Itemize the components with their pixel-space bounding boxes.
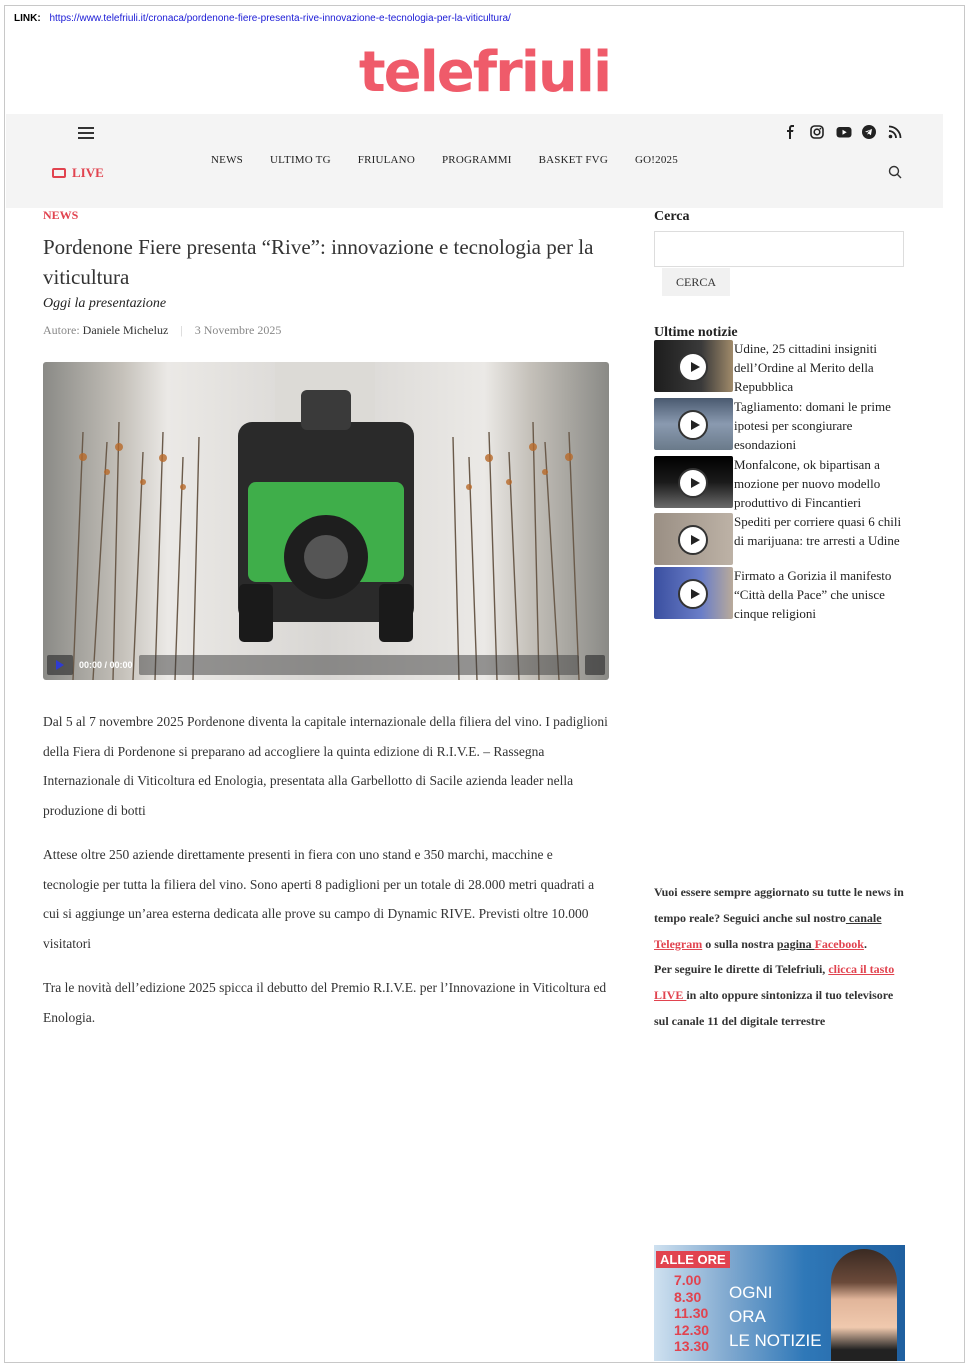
social-links	[784, 125, 902, 139]
telegram-icon[interactable]	[862, 125, 876, 139]
news-thumbnail[interactable]	[654, 567, 733, 619]
ad-text	[729, 1281, 822, 1353]
publish-date: 3 Novembre 2025	[194, 323, 282, 337]
ad-time: 13.30	[674, 1338, 710, 1354]
main-menu	[211, 154, 705, 166]
menu-item-ultimo-tg[interactable]: ULTIMO TG	[269, 154, 331, 166]
video-player[interactable]	[43, 362, 609, 680]
search-button[interactable]: CERCA	[662, 268, 730, 296]
latest-news-heading: Ultime notizie	[654, 325, 738, 340]
news-thumbnail[interactable]	[654, 513, 733, 565]
menu-item-programmi[interactable]: PROGRAMMI	[441, 154, 512, 166]
live-button[interactable]	[52, 165, 104, 181]
ad-presenter-image	[831, 1249, 897, 1361]
link-bar	[14, 13, 511, 24]
article-category[interactable]: NEWS	[43, 208, 79, 222]
youtube-icon[interactable]	[836, 125, 850, 139]
menu-item-basket-fvg[interactable]: BASKET FVG	[538, 154, 608, 166]
ad-badge: ALLE ORE	[656, 1251, 730, 1268]
ad-line: ORA	[729, 1307, 766, 1326]
play-icon	[678, 352, 708, 382]
facebook-link-prefix[interactable]: pagina	[776, 936, 815, 951]
ad-time: 8.30	[674, 1288, 702, 1305]
live-link[interactable]: clicca il tasto LIVE	[654, 962, 895, 1003]
ad-times	[674, 1272, 709, 1355]
news-title[interactable]: Monfalcone, ok bipartisan a mozione per nuovo modello produttivo di Fincantieri	[734, 457, 881, 510]
tv-icon	[52, 168, 66, 178]
video-progress-bar[interactable]	[139, 655, 579, 675]
news-title[interactable]: Spediti per corriere quasi 6 chili di marijuana: tre arresti a Udine	[734, 514, 902, 548]
page-frame	[4, 5, 965, 1363]
menu-item-go2025[interactable]: GO!2025	[634, 154, 678, 166]
menu-item-friulano[interactable]: FRIULANO	[357, 154, 415, 166]
promo-sentence: Per seguire le dirette di Telefriuli,	[654, 962, 829, 977]
video-frame	[43, 362, 609, 680]
instagram-icon[interactable]	[810, 125, 824, 139]
site-logo[interactable]: telefriuli	[358, 40, 611, 105]
video-controls	[47, 654, 605, 676]
search-heading: Cerca	[654, 209, 690, 224]
ad-time: 11.30	[674, 1305, 709, 1321]
meta-separator: |	[180, 323, 183, 337]
play-button[interactable]	[47, 655, 73, 675]
promo-sentence: Vuoi essere sempre aggiornato su tutte le news in tempo reale? Seguici anche sul nostro	[654, 885, 904, 925]
menu-item-news[interactable]: NEWS	[211, 154, 243, 166]
promo-punct: .	[863, 936, 867, 951]
rss-icon[interactable]	[888, 125, 902, 139]
play-icon	[678, 468, 708, 498]
ad-line: LE NOTIZIE	[729, 1331, 822, 1350]
ad-time: 7.00	[674, 1272, 702, 1288]
play-icon	[678, 525, 708, 555]
news-thumbnail[interactable]	[654, 340, 733, 392]
author-label: Autore:	[43, 323, 80, 337]
play-icon	[678, 410, 708, 440]
promo-text	[654, 880, 906, 1035]
telegram-link[interactable]: Telegram	[654, 936, 703, 951]
volume-icon[interactable]	[585, 655, 605, 675]
list-item[interactable]	[654, 340, 906, 394]
promo-sentence: in alto oppure sintonizza il tuo televisore sul canale 11 del digitale terrestre	[654, 988, 894, 1028]
paragraph: Tra le novità dell’edizione 2025 spicca il debutto del Premio R.I.V.E. per l’Innovazione in Viticoltura ed Enologia.	[43, 980, 607, 1025]
telegram-link-prefix[interactable]: canale	[845, 910, 882, 925]
live-label: LIVE	[72, 165, 104, 180]
ad-line: OGNI	[729, 1283, 773, 1302]
paragraph: Attese oltre 250 aziende direttamente presenti in fiera con uno stand e 350 marchi, macchine e tecnologie per tutta la filiera del vino. Sono aperti 8 padiglioni per un totale di 28.000 metri quadrati a cui si aggiunge un’area esterna dedicata alle prove su campo di Dynamic RIVE. Previsti oltre 10.000 visitatori	[43, 847, 595, 951]
news-title[interactable]: Udine, 25 cittadini insigniti dell’Ordine al Merito della Repubblica	[734, 341, 877, 394]
news-thumbnail[interactable]	[654, 456, 733, 508]
list-item[interactable]	[654, 398, 906, 452]
play-icon	[678, 579, 708, 609]
ad-time: 12.30	[674, 1321, 710, 1338]
list-item[interactable]	[654, 567, 906, 621]
article-meta	[43, 323, 281, 338]
hamburger-menu-icon[interactable]	[78, 127, 94, 139]
article-title: Pordenone Fiere presenta “Rive”: innovazione e tecnologia per la viticultura	[43, 235, 594, 289]
news-thumbnail[interactable]	[654, 398, 733, 450]
article-body	[43, 707, 608, 1047]
list-item[interactable]	[654, 456, 906, 510]
facebook-icon[interactable]	[784, 125, 798, 139]
page-url[interactable]: https://www.telefriuli.it/cronaca/pordenone-fiere-presenta-rive-innovazione-e-tecnologia-per-la-viticultura/	[49, 13, 511, 24]
paragraph: Dal 5 al 7 novembre 2025 Pordenone diventa la capitale internazionale della filiera del vino. I padiglioni della Fiera di Pordenone si preparano ad accogliere la quinta edizione di R.I.V.E. – Rassegna Internazionale di Viticoltura ed Enologia, presentata alla Garbellotto di Sacile azienda leader nella produzione di botti	[43, 714, 608, 818]
search-input[interactable]	[654, 231, 904, 267]
video-time: 00:00 / 00:00	[79, 660, 133, 670]
author-name[interactable]: Daniele Micheluz	[82, 323, 169, 337]
article-subtitle: Oggi la presentazione	[43, 296, 167, 311]
nav-bar	[6, 114, 943, 208]
news-title[interactable]: Firmato a Gorizia il manifesto “Città della Pace” che unisce cinque religioni	[734, 568, 892, 621]
tg-ad-banner[interactable]	[654, 1245, 905, 1361]
promo-sentence: o sulla nostra	[702, 936, 777, 951]
link-label: LINK:	[14, 13, 41, 24]
list-item[interactable]	[654, 513, 906, 567]
search-icon[interactable]	[888, 165, 902, 184]
facebook-link[interactable]: Facebook	[814, 936, 864, 951]
news-title[interactable]: Tagliamento: domani le prime ipotesi per scongiurare esondazioni	[734, 399, 891, 452]
